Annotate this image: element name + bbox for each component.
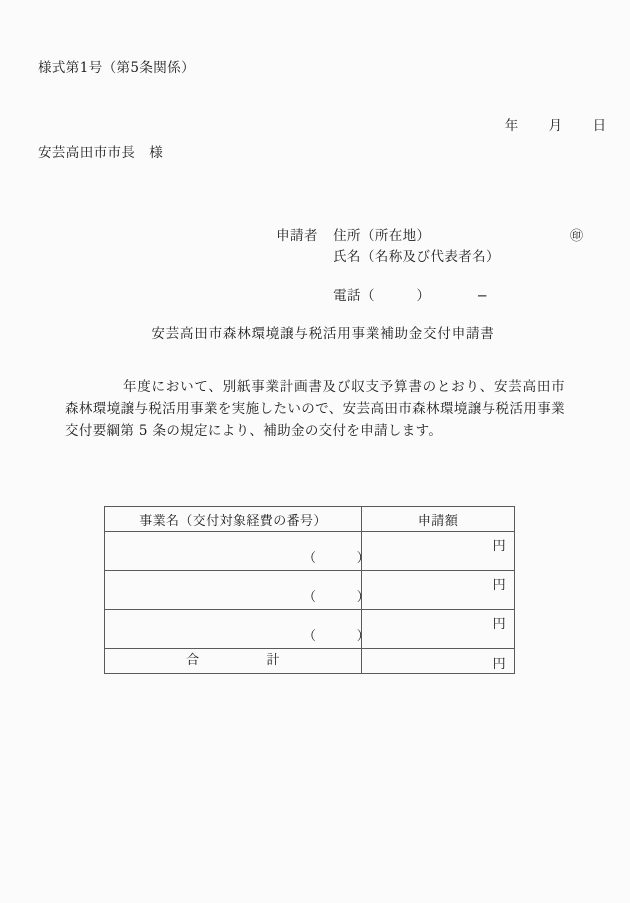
applicant-phone-label: 電話（ ） — [333, 288, 431, 304]
cell-currency: 円 — [492, 617, 506, 632]
cell-project-name[interactable] — [105, 610, 371, 649]
cell-currency: 円 — [492, 578, 506, 593]
applicant-phone-dash: − — [476, 288, 489, 304]
application-amount-table — [104, 506, 515, 674]
total-currency: 円 — [492, 657, 506, 672]
seal-icon: ㊞ — [570, 229, 584, 244]
total-label: 合 計 — [186, 653, 280, 668]
total-label-cell — [105, 649, 362, 674]
header-amount: 申請額 — [362, 507, 515, 532]
table-total-row — [105, 649, 515, 674]
table-header-row — [105, 507, 515, 532]
applicant-address-row — [248, 205, 598, 244]
applicant-address-label: 住所（所在地） — [333, 228, 431, 244]
date-month-label: 月 — [548, 117, 563, 134]
document-title: 安芸高田市森林環境譲与税活用事業補助金交付申請書 — [151, 326, 495, 342]
applicant-label: 申請者 — [276, 228, 318, 244]
cell-project-name[interactable] — [105, 571, 371, 610]
table-row — [105, 532, 515, 571]
cell-currency: 円 — [492, 539, 506, 554]
date-year-label: 年 — [504, 117, 519, 134]
date-day-label: 日 — [592, 117, 607, 134]
applicant-name-label: 氏名（名称及び代表者名） — [333, 249, 500, 265]
applicant-phone-row — [248, 265, 598, 304]
cell-project-name[interactable] — [105, 532, 371, 571]
cell-number-paren: （ ） — [303, 590, 371, 605]
form-number: 様式第1号（第5条関係） — [38, 60, 195, 76]
cell-number-paren: （ ） — [303, 629, 371, 644]
table-row — [105, 610, 515, 649]
addressee-line: 安芸高田市市長 様 — [38, 145, 164, 161]
applicant-block — [248, 205, 598, 304]
cell-amount[interactable] — [362, 532, 515, 571]
header-project-name: 事業名（交付対象経費の番号） — [105, 507, 362, 532]
table-row — [105, 571, 515, 610]
cell-amount[interactable] — [362, 610, 515, 649]
body-paragraph: 年度において、別紙事業計画書及び収支予算書のとおり、安芸高田市森林環境譲与税活用事業を実施したいので、安芸高田市森林環境譲与税活用事業交付要綱第 5 条の規定により、補助金の交付を申請します。 — [65, 379, 565, 439]
date-line — [486, 106, 606, 147]
cell-number-paren: （ ） — [303, 551, 371, 566]
cell-amount[interactable] — [362, 571, 515, 610]
total-amount-cell[interactable] — [362, 649, 515, 674]
applicant-name-row — [248, 226, 598, 265]
